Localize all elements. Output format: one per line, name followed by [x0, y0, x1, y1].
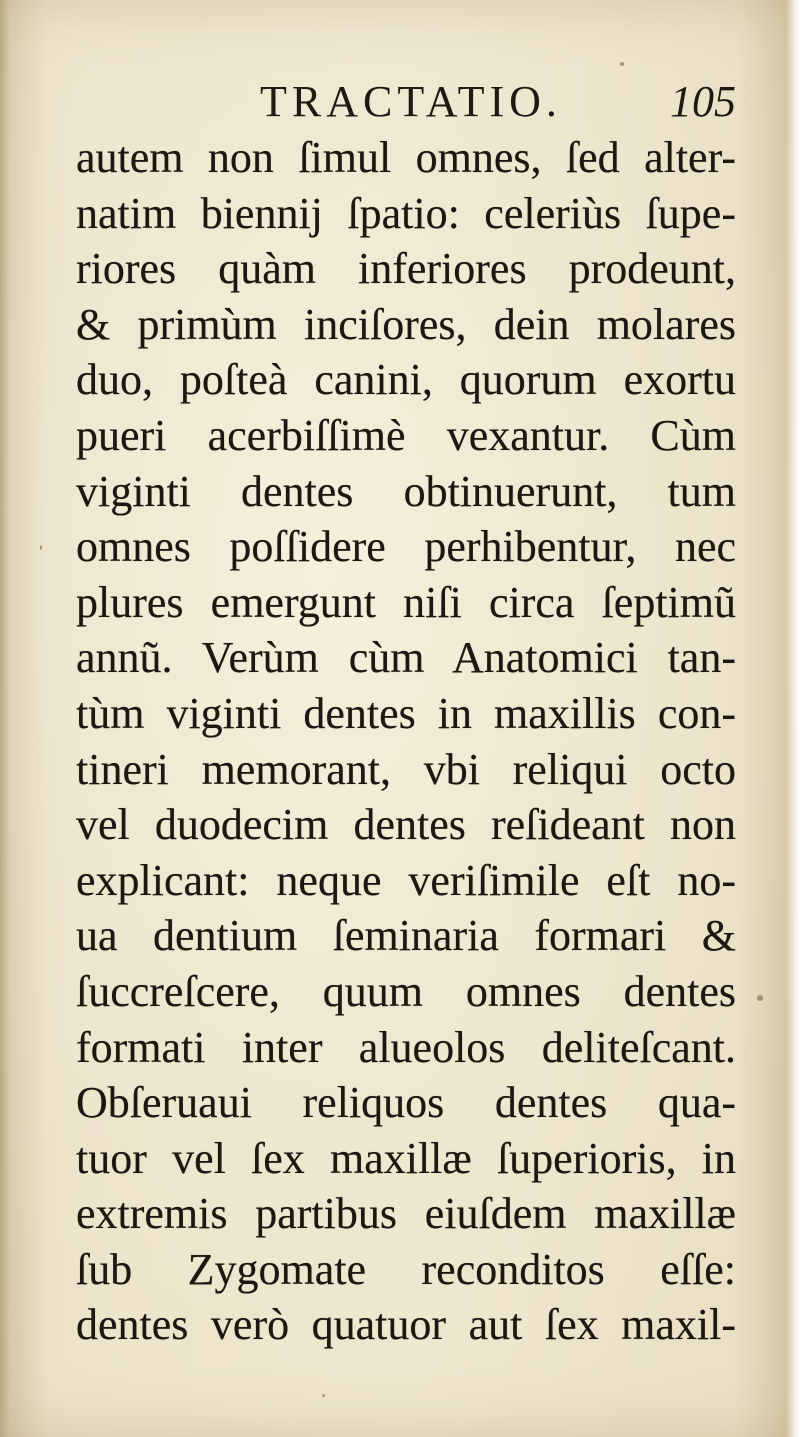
text-line: & primùm inciſores, dein molares [76, 299, 736, 349]
text-line: pueri acerbiſſimè vexantur. Cùm [76, 410, 736, 460]
text-line: Obſeruaui reliquos dentes qua- [76, 1078, 736, 1128]
body-text [76, 130, 736, 1353]
text-line: plures emergunt niſi circa ſeptimũ [76, 577, 736, 627]
text-line: autem non ſimul omnes, ſed alter- [76, 133, 736, 182]
text-line: ſuccreſcere, quum omnes dentes [76, 966, 736, 1016]
paper-speck [322, 1394, 325, 1397]
text-line: tuor vel ſex maxillæ ſuperioris, in [76, 1133, 736, 1183]
text-line: duo, poſteà canini, quorum exortu [76, 355, 736, 405]
page-number: 105 [670, 77, 736, 126]
text-line: dentes verò quatuor aut ſex maxil- [76, 1300, 736, 1350]
text-line: natim biennij ſpatio: celeriùs ſupe- [76, 188, 736, 238]
paper-speck [620, 62, 624, 66]
paper-speck [40, 545, 42, 550]
text-line: ſub Zygomate reconditos eſſe: [76, 1244, 736, 1294]
text-line: tineri memorant, vbi reliqui octo [76, 744, 736, 794]
text-line: formati inter alueolos deliteſcant. [76, 1022, 736, 1072]
text-line: tùm viginti dentes in maxillis con- [76, 688, 736, 738]
page-right-edge [786, 0, 800, 1437]
running-head: TRACTATIO. [260, 77, 562, 126]
text-line: explicant: neque veriſimile eſt no- [76, 855, 736, 905]
text-line: riores quàm inferiores prodeunt, [76, 244, 736, 294]
page-header [260, 72, 740, 132]
text-line: vel duodecim dentes reſideant non [76, 800, 736, 850]
text-line: extremis partibus eiuſdem maxillæ [76, 1189, 736, 1239]
text-line: annũ. Verùm cùm Anatomici tan- [76, 633, 736, 683]
text-line: viginti dentes obtinuerunt, tum [76, 466, 736, 516]
page-left-edge-shadow [0, 0, 10, 1437]
text-line: omnes poſſidere perhibentur, nec [76, 522, 736, 572]
paper-speck [757, 995, 763, 1001]
text-line: ua dentium ſeminaria formari & [76, 911, 736, 961]
